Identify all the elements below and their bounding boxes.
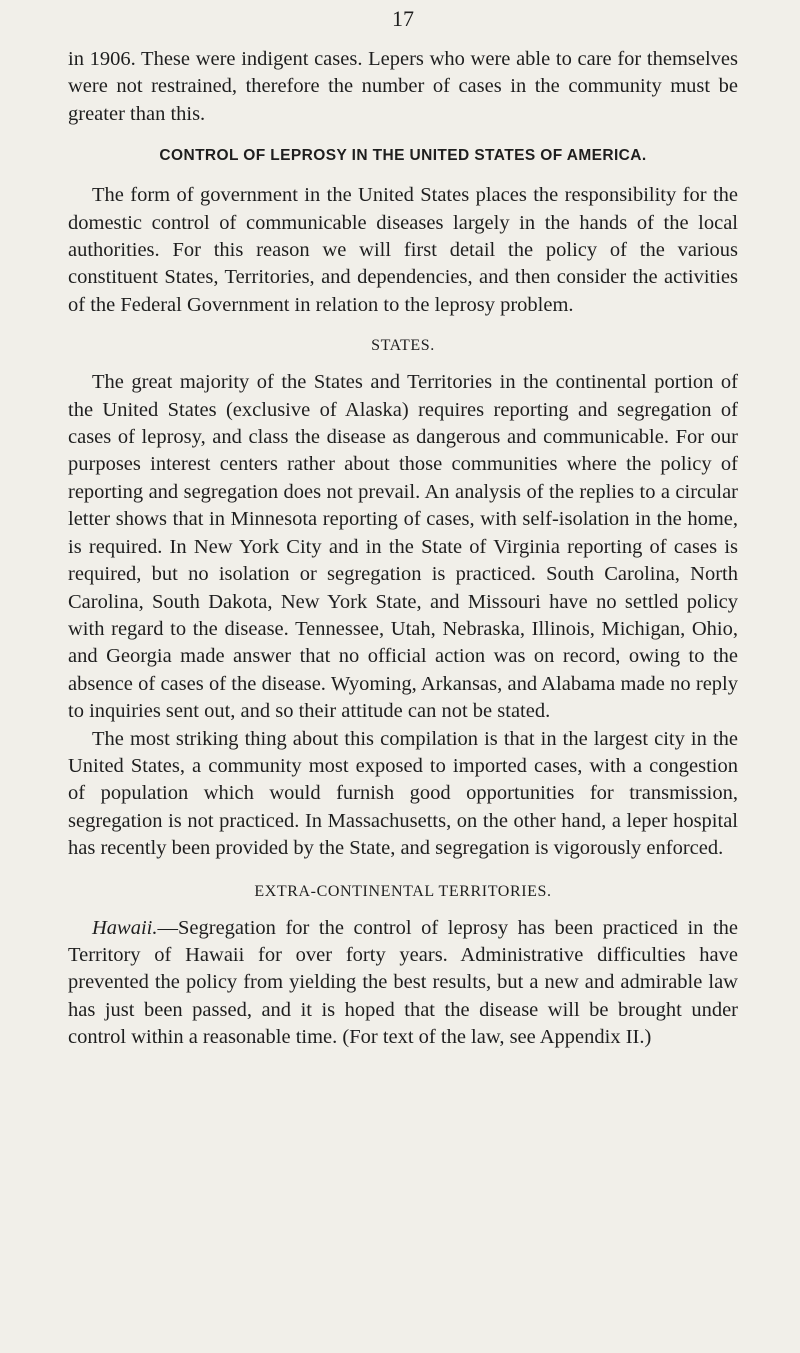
paragraph-hawaii — [68, 915, 738, 1052]
extra-continental-heading: EXTRA-CONTINENTAL TERRITORIES. — [254, 882, 552, 900]
paragraph-states: The great majority of the States and Territories in the continental portion of the United States (exclusive of Alaska) requires reporting and segregation of cases of leprosy, and class the disease as dangerous and communicable. For our purposes interest centers rather about those communities where the policy of reporting and segregation does not prevail. An analysis of the replies to a circular letter shows that in Minnesota reporting of cases, with self-isolation in the home, is required. In New York City and in the State of Virginia reporting of cases is required, but no isolation or segregation is practiced. South Carolina, North Carolina, South Dakota, New York State, and Missouri have no settled policy with regard to the disease. Tennessee, Utah, Nebraska, Illinois, Michigan, Ohio, and Georgia made answer that no official action was on record, owing to the absence of cases of the disease. Wyoming, Arkansas, and Alabama made no reply to inquiries sent out, and so their attitude can not be stated. — [68, 371, 738, 723]
paragraph-government: The form of government in the United States places the responsibility for the domestic control of communicable diseases largely in the hands of the local authorities. For this reason we will first detail the policy of the various constituent States, Territories, and dependencies, and then consider the activities of the Federal Government in relation to the leprosy problem. — [68, 184, 738, 316]
states-heading: STATES. — [371, 337, 435, 355]
hawaii-label: Hawaii. — [92, 916, 158, 939]
main-heading: CONTROL OF LEPROSY IN THE UNITED STATES OF AMERICA. — [159, 147, 647, 165]
intro-paragraph: in 1906. These were indigent cases. Lepers who were able to care for themselves were not restrained, therefore the number of cases in the community must be greater than this. — [68, 48, 738, 125]
hawaii-text: —Segregation for the control of leprosy has been practiced in the Territory of Hawaii for over forty years. Administrative difficulties have prevented the policy from yielding the best results, but a new and admirable law has just been passed, and it is hoped that the disease will be brought under control within a reasonable time. (For text of the law, see Appendix II.) — [68, 916, 738, 1049]
paragraph-striking: The most striking thing about this compilation is that in the largest city in the United States, a community most exposed to imported cases, with a congestion of population which would furnish good opportunities for transmission, segregation is not practiced. In Massachusetts, on the other hand, a leper hospital has recently been provided by the State, and segregation is vigorously enforced. — [68, 727, 738, 860]
page-number: 17 — [392, 6, 414, 31]
